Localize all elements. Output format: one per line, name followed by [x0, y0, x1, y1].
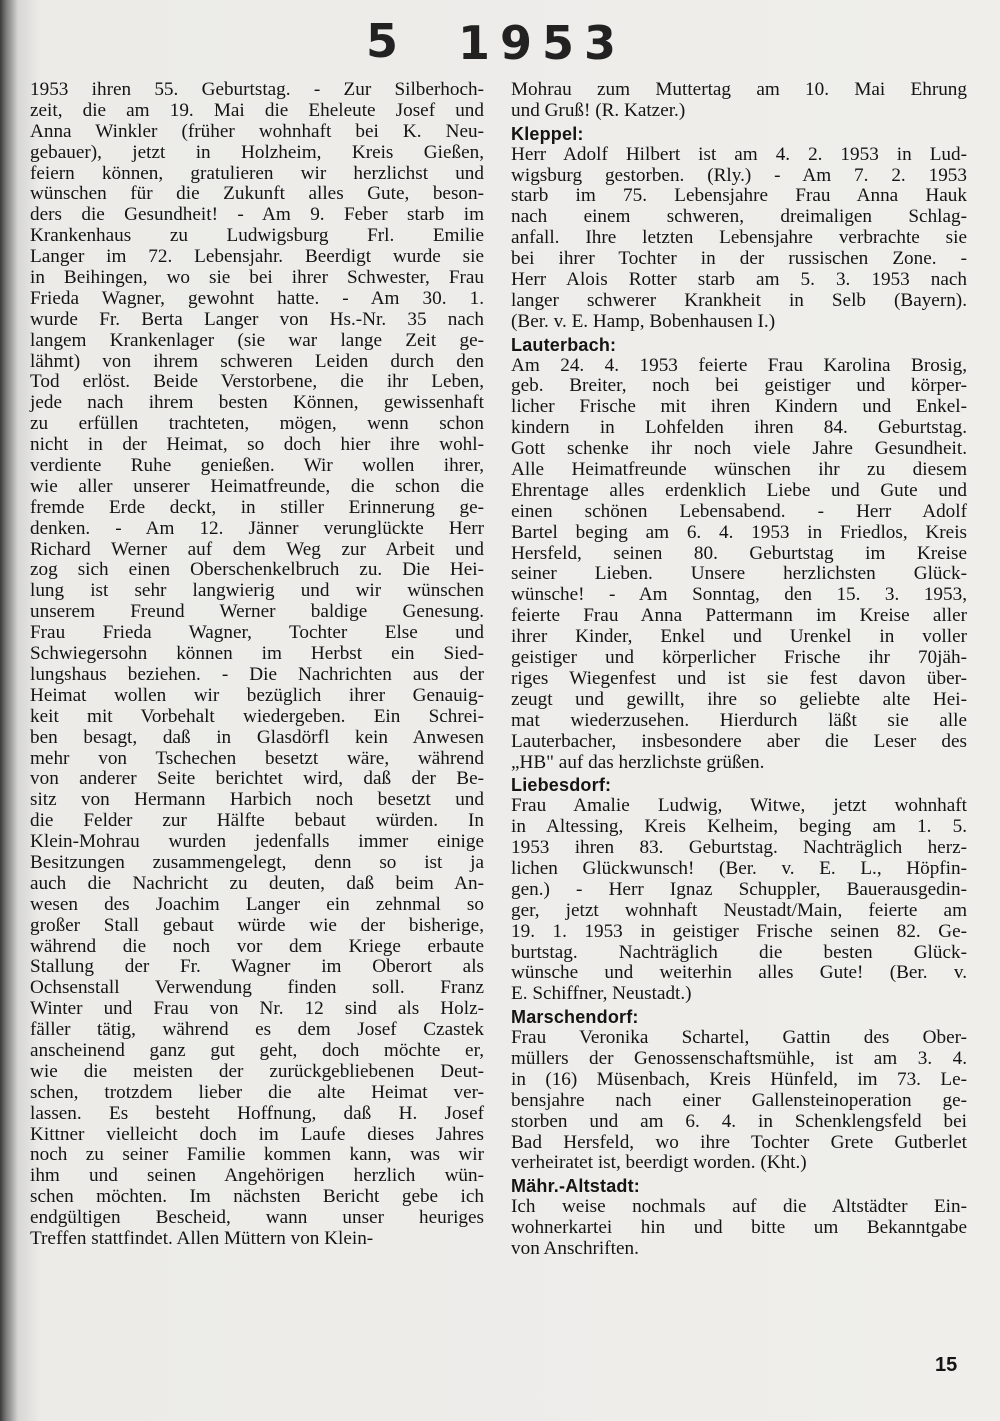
text-line: ben besagt, daß in Glasdörfl kein Anwesen: [30, 726, 484, 748]
text-line: Tod erlöst. Beide Verstorbene, die ihr Leben,: [30, 371, 484, 393]
text-line: licher Frische mit ihren Kindern und Enkel-: [511, 396, 967, 418]
text-line: in Beihingen, wo sie bei ihrer Schwester, Frau: [30, 267, 484, 289]
text-line: Schwiegersohn können im Herbst ein Sied-: [30, 643, 484, 665]
text-line: Herr Adolf Hilbert ist am 4. 2. 1953 in Lud-: [511, 143, 967, 165]
text-line: Frau Frieda Wagner, Tochter Else und: [30, 622, 484, 644]
text-line: mehr von Tschechen besetzt wäre, während: [30, 747, 484, 769]
text-line: starb im 75. Lebensjahre Frau Anna Hauk: [511, 185, 967, 207]
text-line: Ehrentage alles erdenklich Liebe und Gute und: [511, 479, 967, 501]
text-line: schen, trotzdem lieber die alte Heimat ver-: [30, 1081, 484, 1103]
text-line: 19. 1. 1953 in geistiger Frische seinen 82. Ge-: [511, 920, 967, 942]
text-line: in (16) Müsenbach, Kreis Hünfeld, im 73. Le-: [511, 1068, 967, 1090]
text-line: Frieda Wagner, gewohnt hatte. - Am 30. 1.: [30, 287, 484, 309]
text-line: anscheinend ganz gut geht, doch möchte er,: [30, 1039, 484, 1061]
text-line: Hersfeld, seinen 80. Geburtstag im Kreise: [511, 542, 967, 564]
text-line: geb. Breiter, noch bei geistiger und körper-: [511, 375, 967, 397]
text-line: lassen. Es besteht Hoffnung, daß H. Josef: [30, 1102, 484, 1124]
text-line: Bartel beging am 6. 4. 1953 in Friedlos, Kreis: [511, 521, 967, 543]
text-line: schen möchten. Im nächsten Bericht gebe ich: [30, 1186, 484, 1208]
text-line: jede nach ihrem besten Können, gewissenhaft: [30, 392, 484, 414]
text-line: bensjahre nach einer Gallensteinoperation ge-: [511, 1089, 967, 1111]
text-line: Mohrau zum Muttertag am 10. Mai Ehrung: [511, 79, 967, 100]
text-line: Besitzungen zusammengelegt, denn so ist ja: [30, 851, 484, 873]
text-line: und Gruß! (R. Katzer.): [511, 99, 686, 121]
text-line: ders die Gesundheit! - Am 9. Feber starb im: [30, 204, 484, 226]
text-line: kindern in Lohfelden ihren 84. Geburtstag.: [511, 417, 967, 439]
text-line: endgültigen Bescheid, wann unser heuriges: [30, 1207, 484, 1229]
text-line: Richard Werner auf dem Weg zur Arbeit und: [30, 538, 484, 560]
text-line: langer schwerer Krankheit in Selb (Bayern).: [511, 289, 967, 311]
section-heading: Marschendorf:: [511, 1007, 639, 1028]
text-line: Alle Heimatfreunde wünschen ihr zu diesem: [511, 459, 967, 481]
section-heading: Liebesdorf:: [511, 775, 612, 796]
text-line: 1953 ihren 83. Geburtstag. Nachträglich herz-: [511, 837, 967, 859]
text-line: zu erfüllen trachteten, mögen, wenn schon: [30, 413, 484, 435]
text-line: Klein-Mohrau wurden jedenfalls immer einige: [30, 831, 484, 853]
text-line: großer Stall gebaut würde wie der bisherige,: [30, 914, 484, 936]
text-line: 1953 ihren 55. Geburtstag. - Zur Silberhoch-: [30, 79, 484, 100]
text-line: Herr Alois Rotter starb am 5. 3. 1953 nach: [511, 269, 967, 291]
text-line: wünschen für die Zukunft alles Gute, beson-: [30, 183, 484, 205]
text-line: Frau Veronika Schartel, Gattin des Ober-: [511, 1027, 967, 1049]
text-line: riges Wiegenfest und ist sie fest davon über-: [511, 667, 967, 689]
text-line: ger, jetzt wohnhaft Neustadt/Main, feierte am: [511, 899, 967, 921]
text-line: Krankenhaus zu Ludwigsburg Frl. Emilie: [30, 225, 484, 247]
text-line: Ich weise nochmals auf die Altstädter Ein-: [511, 1196, 967, 1218]
text-line: Frau Amalie Ludwig, Witwe, jetzt wohnhaft: [511, 795, 967, 817]
text-line: wünsche! - Am Sonntag, den 15. 3. 1953,: [511, 584, 967, 606]
text-line: Winter und Frau von Nr. 12 sind als Holz-: [30, 998, 484, 1020]
text-line: wigsburg gestorben. (Rly.) - Am 7. 2. 1953: [511, 164, 967, 186]
text-line: mat wiederzusehen. Hierdurch läßt sie alle: [511, 709, 967, 731]
text-line: Bad Hersfeld, wo ihre Tochter Grete Gutberlet: [511, 1131, 967, 1153]
text-line: müllers der Genossenschaftsmühle, ist am 3. 4.: [511, 1047, 967, 1069]
right-column: [511, 80, 967, 1260]
text-line: zog sich einen Oberschenkelbruch zu. Die Hei-: [30, 559, 484, 581]
page-header: [360, 14, 627, 72]
text-line: wesen des Joachim Langer ein zehnmal so: [30, 893, 484, 915]
text-line: lähmt) von ihrem schweren Leiden durch den: [30, 350, 484, 372]
text-line: feierte Frau Anna Pattermann im Kreise aller: [511, 605, 967, 627]
text-line: ihrer Kinder, Enkel und Urenkel in voller: [511, 626, 967, 648]
text-line: lichen Glückwunsch! (Ber. v. E. L., Höpfin-: [511, 857, 967, 879]
text-line: feiern können, gratulieren wir herzlichst und: [30, 162, 484, 184]
text-line: burtstag. Nachträglich die besten Glück-: [511, 941, 967, 963]
text-line: wie aller unserer Heimatfreunde, die schon die: [30, 475, 484, 497]
text-line: Am 24. 4. 1953 feierte Frau Karolina Brosig,: [511, 354, 967, 376]
text-line: Lauterbacher, insbesondere aber die Leser des: [511, 730, 967, 752]
section-heading: Mähr.-Altstadt:: [511, 1176, 640, 1197]
section-heading: Kleppel:: [511, 123, 584, 144]
text-line: E. Schiffner, Neustadt.): [511, 983, 692, 1005]
text-line: keit mit Vorbehalt wiedergeben. Ein Schrei-: [30, 705, 484, 727]
text-line: noch zu seiner Familie kommen kann, was wir: [30, 1144, 484, 1166]
left-column: [30, 80, 484, 1250]
text-line: Stallung der Fr. Wagner im Oberort als: [30, 956, 484, 978]
text-line: lung ist sehr langwierig und wir wünschen: [30, 580, 484, 602]
text-line: Ochsenstall Verwendung finden soll. Franz: [30, 977, 484, 999]
text-line: Gott schenke ihr noch viele Jahre Gesundheit.: [511, 438, 967, 460]
text-line: auch die Nachricht zu deuten, daß beim An-: [30, 872, 484, 894]
text-line: Heimat wollen wir bezüglich ihrer Genauig-: [30, 684, 484, 706]
text-line: von anderer Seite berichtet wird, daß der Be-: [30, 768, 484, 790]
text-line: bei ihrer Tochter in der russischen Zone. -: [511, 248, 967, 270]
text-line: wünsche und weiterhin alles Gute! (Ber. v.: [511, 962, 967, 984]
text-line: „HB" auf das herzlichste grüßen.: [511, 751, 765, 773]
page-number: 15: [935, 1354, 958, 1376]
text-line: von Anschriften.: [511, 1237, 639, 1259]
text-line: einen schönen Lebensabend. - Herr Adolf: [511, 500, 967, 522]
text-line: unserem Freund Werner baldige Genesung.: [30, 601, 484, 623]
text-line: langem Krankenlager (sie war lange Zeit ge-: [30, 329, 484, 351]
issue-number: 5: [366, 14, 409, 68]
text-line: die Felder zur Hälfte bebaut würden. In: [30, 810, 484, 832]
text-line: fäller tätig, während es dem Josef Czastek: [30, 1019, 484, 1041]
text-line: in Altessing, Kreis Kelheim, beging am 1. 5.: [511, 816, 967, 838]
issue-year: 1953: [458, 16, 627, 70]
text-line: anfall. Ihre letzten Lebensjahre verbrachte sie: [511, 227, 967, 249]
text-line: sitz von Hermann Harbich noch besetzt und: [30, 789, 484, 811]
text-line: lungshaus beziehen. - Die Nachrichten aus der: [30, 663, 484, 685]
text-line: während die noch vor dem Kriege erbaute: [30, 935, 484, 957]
text-line: verheiratet ist, beerdigt worden. (Kht.): [511, 1152, 807, 1174]
text-line: wie die meisten der zurückgebliebenen Deut-: [30, 1060, 484, 1082]
text-line: ihm und seinen Angehörigen herzlich wün-: [30, 1165, 484, 1187]
text-line: gen.) - Herr Ignaz Schuppler, Bauerausgedin-: [511, 878, 967, 900]
text-line: (Ber. v. E. Hamp, Bobenhausen I.): [511, 310, 776, 332]
text-line: nach einem schweren, dreimaligen Schlag-: [511, 206, 967, 228]
text-line: zeugt und gewillt, ihre so geliebte alte Hei-: [511, 688, 967, 710]
text-line: Anna Winkler (früher wohnhaft bei K. Neu-: [30, 120, 484, 142]
text-line: fremde Erde deckt, in stiller Erinnerung ge-: [30, 496, 484, 518]
text-line: verdiente Ruhe genießen. Wir wollen ihrer,: [30, 455, 484, 477]
text-line: seiner Lieben. Unsere herzlichsten Glück-: [511, 563, 967, 585]
text-line: denken. - Am 12. Jänner verunglückte Herr: [30, 517, 484, 539]
text-line: gebauer), jetzt in Holzheim, Kreis Gießen,: [30, 141, 484, 163]
text-line: wohnerkartei hin und bitte um Bekanntgabe: [511, 1217, 967, 1239]
text-line: storben und am 6. 4. in Schenklengsfeld bei: [511, 1110, 967, 1132]
section-heading: Lauterbach:: [511, 334, 617, 355]
text-line: Kittner vielleicht doch im Laufe dieses Jahres: [30, 1123, 484, 1145]
text-line: Langer im 72. Lebensjahr. Beerdigt wurde sie: [30, 246, 484, 268]
text-line: Treffen stattfindet. Allen Müttern von Klein-: [30, 1227, 374, 1249]
text-line: wurde Fr. Berta Langer von Hs.-Nr. 35 nach: [30, 308, 484, 330]
text-line: geistiger und körperlicher Frische ihr 70jäh-: [511, 647, 967, 669]
text-line: nicht in der Heimat, so doch hier ihre wohl-: [30, 434, 484, 456]
text-line: zeit, die am 19. Mai die Eheleute Josef und: [30, 99, 484, 121]
